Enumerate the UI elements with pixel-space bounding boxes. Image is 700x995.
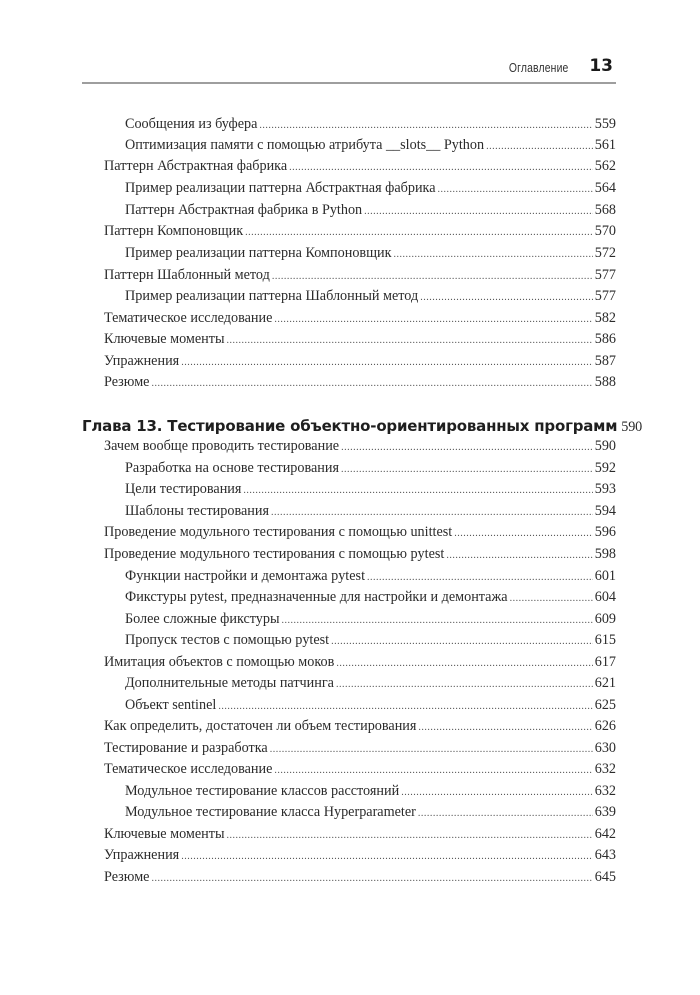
toc-entry-page: 601	[594, 568, 616, 584]
toc-entry-label: Упражнения	[104, 847, 180, 863]
toc-entry[interactable]	[82, 718, 616, 738]
dot-leader	[259, 120, 592, 131]
toc-entry[interactable]	[82, 223, 616, 243]
dot-leader	[364, 206, 593, 217]
dot-leader	[272, 271, 593, 282]
toc-entry[interactable]	[82, 611, 616, 631]
toc-entry-page: 570	[594, 223, 616, 239]
toc-entry[interactable]	[82, 288, 616, 308]
toc-entry-page: 587	[594, 353, 616, 369]
toc-entry-page: 625	[594, 697, 616, 713]
dot-leader	[336, 658, 592, 669]
toc-entry-page: 609	[594, 611, 616, 627]
dot-leader	[218, 701, 592, 712]
dot-leader	[438, 184, 593, 195]
dot-leader	[181, 851, 593, 862]
dot-leader	[151, 378, 592, 389]
toc-entry-page: 632	[594, 783, 616, 799]
dot-leader	[336, 679, 593, 690]
toc-entry[interactable]	[82, 374, 616, 394]
toc-entry-label: Упражнения	[104, 353, 180, 369]
toc-entry[interactable]	[82, 438, 616, 458]
toc-entry-label: Модульное тестирование классов расстояний	[125, 783, 400, 799]
toc-entry-page: 586	[594, 331, 616, 347]
toc-entry-page: 615	[594, 632, 616, 648]
toc-entry-page: 577	[594, 288, 616, 304]
dot-leader	[274, 765, 592, 776]
dot-leader	[454, 528, 592, 539]
toc-entry[interactable]	[82, 826, 616, 846]
toc-entry[interactable]	[82, 310, 616, 330]
toc-entry-page: 588	[594, 374, 616, 390]
toc-entry-page: 590	[594, 438, 616, 454]
toc-entry-page: 598	[594, 546, 616, 562]
toc-entry-label: Пример реализации паттерна Компоновщик	[125, 245, 392, 261]
toc-entry[interactable]	[82, 460, 616, 480]
toc-entry[interactable]	[82, 524, 616, 544]
toc-entry-page: 621	[594, 675, 616, 691]
dot-leader	[331, 636, 593, 647]
toc-entry-label: Тематическое исследование	[104, 761, 273, 777]
toc-entry-label: Проведение модульного тестирования с помощью unittest	[104, 524, 453, 540]
toc-entry-label: Как определить, достаточен ли объем тестирования	[104, 718, 417, 734]
toc-entry-page: 568	[594, 202, 616, 218]
dot-leader	[394, 249, 593, 260]
toc-entry[interactable]	[82, 804, 616, 824]
toc-entry[interactable]	[82, 546, 616, 566]
toc-entry-page: 577	[594, 267, 616, 283]
toc-entry-label: Объект sentinel	[125, 697, 217, 713]
toc-entry-label: Зачем вообще проводить тестирование	[104, 438, 340, 454]
toc-entry-page: 592	[594, 460, 616, 476]
dot-leader	[486, 141, 593, 152]
toc-entry-label: Пропуск тестов с помощью pytest	[125, 632, 330, 648]
toc-entry[interactable]	[82, 783, 616, 803]
toc-entry[interactable]	[82, 589, 616, 609]
toc-entry[interactable]	[82, 568, 616, 588]
dot-leader	[341, 464, 593, 475]
toc-entry-label: Модульное тестирование класса Hyperparameter	[125, 804, 416, 820]
page-number: 13	[589, 56, 613, 76]
toc-entry[interactable]	[82, 116, 616, 136]
toc-entry-label: Паттерн Абстрактная фабрика	[104, 158, 288, 174]
toc-entry-page: 564	[594, 180, 616, 196]
toc-entry[interactable]	[82, 481, 616, 501]
toc-entry-label: Оптимизация памяти с помощью атрибута __slots__ Python	[125, 137, 485, 153]
toc-entry-label: Функции настройки и демонтажа pytest	[125, 568, 366, 584]
toc-entry-label: Паттерн Шаблонный метод	[104, 267, 270, 283]
toc-entry-label: Более сложные фикстуры	[125, 611, 280, 627]
toc-entry-label: Сообщения из буфера	[125, 116, 258, 132]
toc-entry-page: 639	[594, 804, 616, 820]
toc-entry-label: Фикстуры pytest, предназначенные для настройки и демонтажа	[125, 589, 508, 605]
toc-entry-page: 642	[594, 826, 616, 842]
toc-entry[interactable]	[82, 675, 616, 695]
toc-entry[interactable]	[82, 137, 616, 157]
dot-leader	[271, 507, 593, 518]
toc-entry-page: 626	[594, 718, 616, 734]
dot-leader	[418, 808, 593, 819]
toc-entry-label: Пример реализации паттерна Шаблонный метод	[125, 288, 419, 304]
toc-entry-page: 630	[594, 740, 616, 756]
running-head	[82, 52, 616, 84]
toc-entry-page: 593	[594, 481, 616, 497]
dot-leader	[274, 314, 592, 325]
toc-entry-label: Разработка на основе тестирования	[125, 460, 340, 476]
toc-entry-label: Резюме	[104, 374, 150, 390]
toc-entry-page: 594	[594, 503, 616, 519]
toc-entry[interactable]	[82, 697, 616, 717]
toc-entry-label: Пример реализации паттерна Абстрактная фабрика	[125, 180, 436, 196]
dot-leader	[418, 722, 592, 733]
dot-leader	[446, 550, 592, 561]
dot-leader	[181, 357, 593, 368]
toc-entry-label: Резюме	[104, 869, 150, 885]
toc-entry-page: 596	[594, 524, 616, 540]
toc-entry-page: 561	[594, 137, 616, 153]
toc-entry[interactable]	[82, 847, 616, 867]
running-head-title: Оглавление	[508, 60, 568, 75]
toc-entry[interactable]	[82, 761, 616, 781]
toc-entry[interactable]	[82, 740, 616, 760]
toc-entry-label: Ключевые моменты	[104, 331, 225, 347]
dot-leader	[289, 162, 593, 173]
toc-entry-label: Глава 13. Тестирование объектно-ориентированных программ	[82, 417, 618, 435]
toc-entry-page: 604	[594, 589, 616, 605]
toc-entry-label: Тематическое исследование	[104, 310, 273, 326]
toc-entry-page: 559	[594, 116, 616, 132]
toc-entry-page: 590	[621, 419, 642, 435]
dot-leader	[243, 485, 592, 496]
toc-entry-label: Тестирование и разработка	[104, 740, 268, 756]
toc-entry[interactable]	[82, 158, 616, 178]
toc-entry[interactable]	[82, 503, 616, 523]
toc-entry-label: Ключевые моменты	[104, 826, 225, 842]
toc-entry[interactable]	[82, 331, 616, 351]
toc-entry[interactable]	[82, 654, 616, 674]
toc-entry-label: Цели тестирования	[125, 481, 242, 497]
toc-entry[interactable]	[82, 267, 616, 287]
toc-entry-label: Шаблоны тестирования	[125, 503, 269, 519]
toc-entry-page: 645	[594, 869, 616, 885]
toc-entry-label: Имитация объектов с помощью моков	[104, 654, 335, 670]
dot-leader	[367, 572, 593, 583]
dot-leader	[151, 873, 592, 884]
dot-leader	[227, 830, 593, 841]
toc-entry-label: Паттерн Компоновщик	[104, 223, 244, 239]
toc-entry[interactable]	[82, 632, 616, 652]
toc-entry-page: 643	[594, 847, 616, 863]
toc-entry-page: 562	[594, 158, 616, 174]
dot-leader	[341, 442, 593, 453]
dot-leader	[245, 227, 593, 238]
toc-entry[interactable]	[82, 869, 616, 889]
toc-entry-page: 617	[594, 654, 616, 670]
dot-leader	[270, 744, 593, 755]
toc-entry[interactable]	[82, 353, 616, 373]
dot-leader	[282, 615, 593, 626]
toc-entry-label: Проведение модульного тестирования с помощью pytest	[104, 546, 445, 562]
toc-chapter-heading[interactable]	[82, 417, 642, 437]
toc-entry[interactable]	[82, 180, 616, 200]
dot-leader	[420, 292, 593, 303]
toc-entry-label: Дополнительные методы патчинга	[125, 675, 334, 691]
dot-leader	[401, 787, 593, 798]
toc-entry[interactable]	[82, 202, 616, 222]
toc-entry-label: Паттерн Абстрактная фабрика в Python	[125, 202, 363, 218]
toc-entry[interactable]	[82, 245, 616, 265]
dot-leader	[510, 593, 593, 604]
toc-entry-page: 632	[594, 761, 616, 777]
toc-entry-page: 582	[594, 310, 616, 326]
dot-leader	[227, 335, 593, 346]
toc-entry-page: 572	[594, 245, 616, 261]
